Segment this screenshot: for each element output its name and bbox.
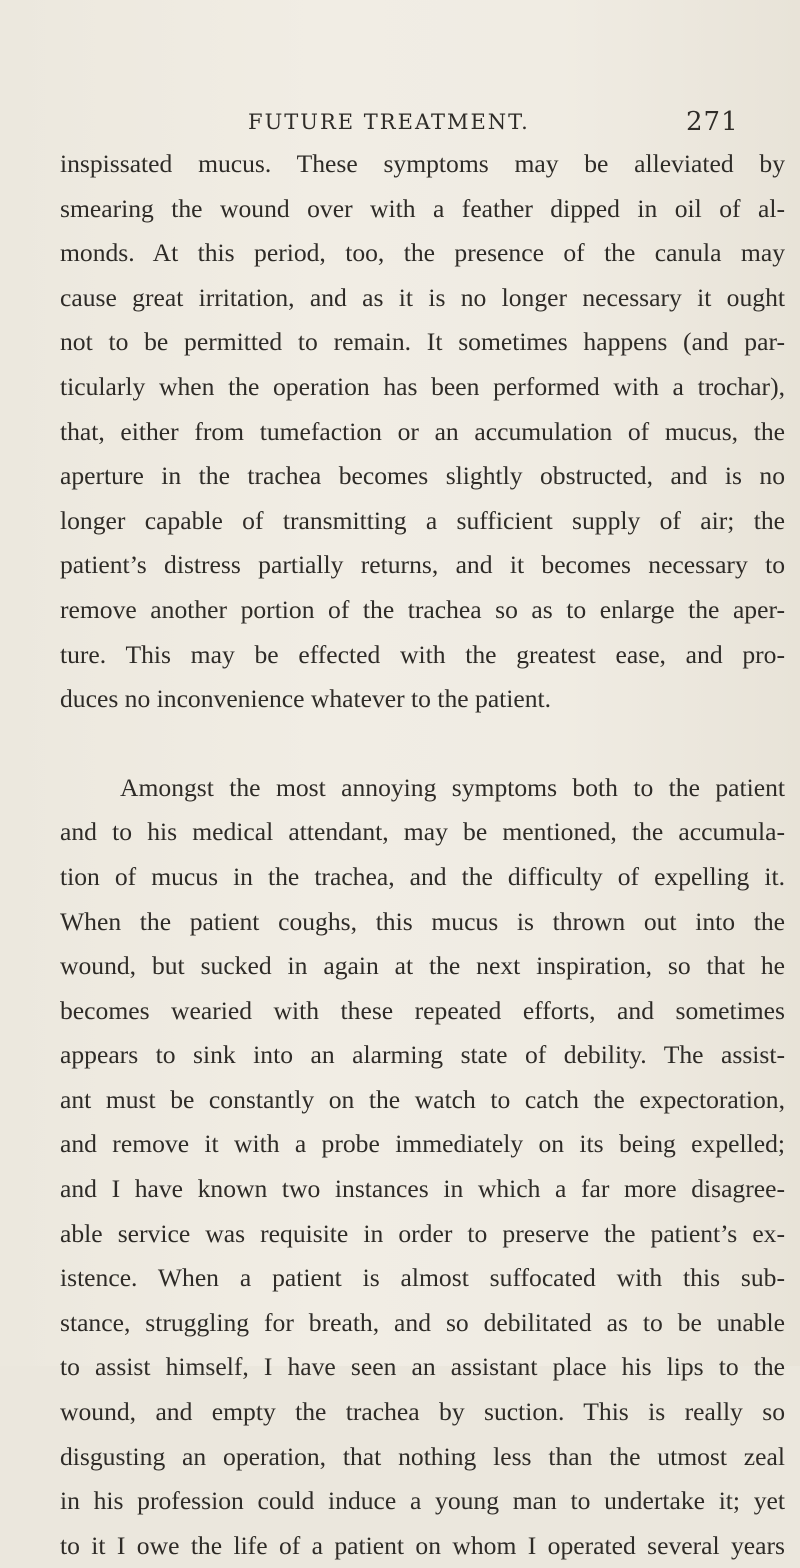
paragraph-2 xyxy=(60,766,785,1568)
text-line: able service was requisite in order to preserve the patient’s ex- xyxy=(60,1218,785,1248)
text-line: appears to sink into an alarming state of debility. The assist- xyxy=(60,1040,785,1070)
text-line: Amongst the most annoying symptoms both to the patient xyxy=(120,772,785,802)
text-line: in his profession could induce a young man to undertake it; yet xyxy=(60,1486,785,1516)
text-line: and I have known two instances in which a far more disagree- xyxy=(60,1174,785,1204)
text-line: ture. This may be effected with the greatest ease, and pro- xyxy=(60,639,785,669)
text-line: that, either from tumefaction or an accumulation of mucus, the xyxy=(60,416,785,446)
text-line: aperture in the trachea becomes slightly obstructed, and is no xyxy=(60,461,785,491)
text-line: not to be permitted to remain. It sometimes happens (and par- xyxy=(60,327,785,357)
text-line: to it I owe the life of a patient on whom I operated several years xyxy=(60,1530,785,1560)
page-number: 271 xyxy=(686,107,739,137)
text-line: to assist himself, I have seen an assistant place his lips to the xyxy=(60,1352,785,1382)
text-line: disgusting an operation, that nothing less than the utmost zeal xyxy=(60,1441,785,1471)
text-line: ant must be constantly on the watch to catch the expectoration, xyxy=(60,1084,785,1114)
text-line: wound, and empty the trachea by suction. This is really so xyxy=(60,1397,785,1427)
text-line: remove another portion of the trachea so as to enlarge the aper- xyxy=(60,594,785,624)
text-line: tion of mucus in the trachea, and the difficulty of expelling it. xyxy=(60,861,785,891)
text-line: wound, but sucked in again at the next inspiration, so that he xyxy=(60,951,785,981)
paragraph-gap xyxy=(60,722,785,766)
text-line: and to his medical attendant, may be mentioned, the accumula- xyxy=(60,817,785,847)
text-line: When the patient coughs, this mucus is thrown out into the xyxy=(60,906,785,936)
text-line: and remove it with a probe immediately on its being expelled; xyxy=(60,1129,785,1159)
text-line: monds. At this period, too, the presence of the canula may xyxy=(60,238,785,268)
text-line: cause great irritation, and as it is no longer necessary it ought xyxy=(60,282,785,312)
text-line: inspissated mucus. These symptoms may be alleviated by xyxy=(60,149,785,178)
body-text xyxy=(60,142,785,1568)
text-line: stance, struggling for breath, and so debilitated as to be unable xyxy=(60,1307,785,1337)
text-line: duces no inconvenience whatever to the patient. xyxy=(60,684,552,714)
text-line: longer capable of transmitting a sufficient supply of air; the xyxy=(60,505,785,535)
text-line: ticularly when the operation has been performed with a trochar), xyxy=(60,371,785,401)
page-header xyxy=(0,107,800,142)
text-line: patient’s distress partially returns, and it becomes necessary to xyxy=(60,550,785,580)
running-head: FUTURE TREATMENT. xyxy=(248,110,530,134)
text-line: becomes wearied with these repeated efforts, and sometimes xyxy=(60,995,785,1025)
text-line: istence. When a patient is almost suffocated with this sub- xyxy=(60,1263,785,1293)
paragraph-1 xyxy=(60,142,785,722)
text-line: smearing the wound over with a feather dipped in oil of al- xyxy=(60,193,785,223)
